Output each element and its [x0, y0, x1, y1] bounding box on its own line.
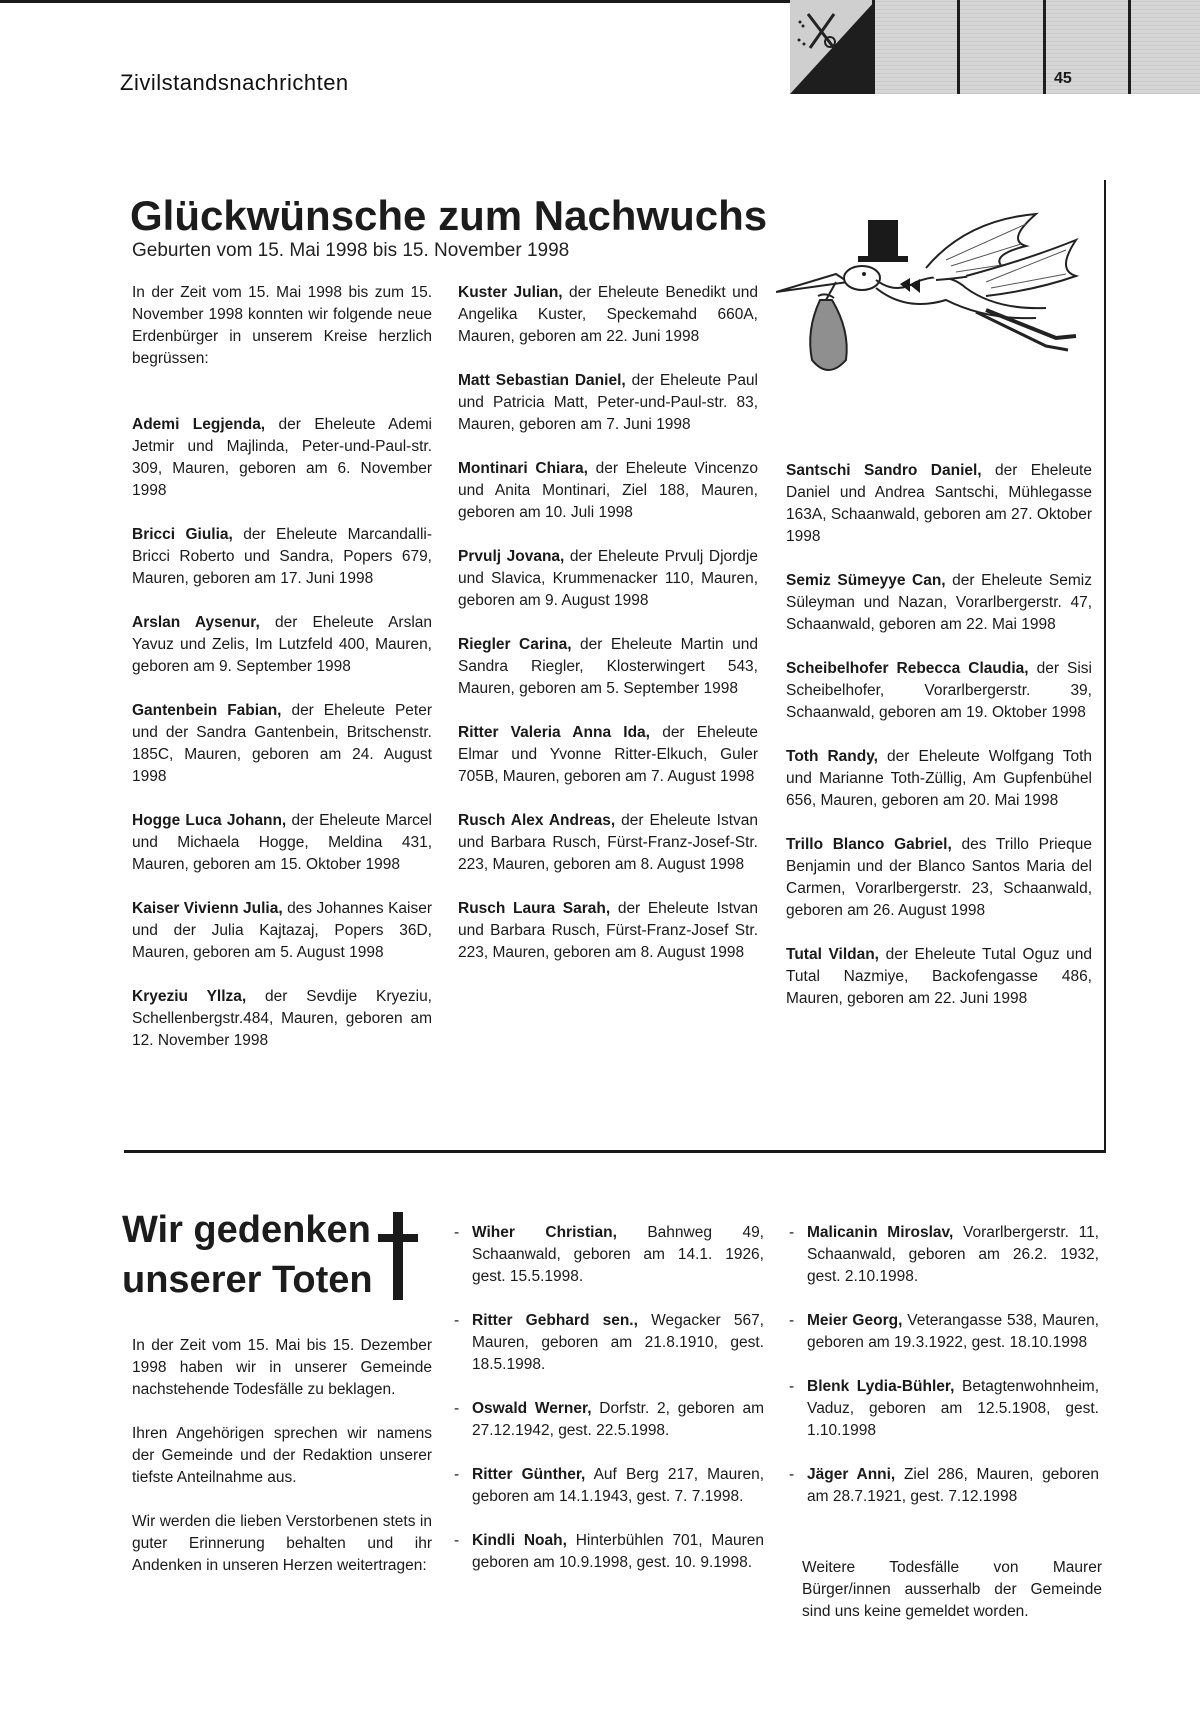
- entry-details: des Johannes Kaiser und der Julia Kajtazaj, Popers 36D, Mauren, geboren am 5. August 1998: [132, 900, 433, 961]
- entry-name: Ritter Gebhard sen.,: [472, 1312, 638, 1329]
- entry-details: der Eheleute Istvan und Barbara Rusch, Fürst-Franz-Josef-Str. 223, Mauren, geboren am 8. August 1998: [458, 812, 758, 873]
- deaths-intro: [132, 1335, 432, 1599]
- entry-details: der Eheleute Benedikt und Angelika Kuster, Speckemahd 660A, Mauren, geboren am 22. Juni 1998: [458, 284, 759, 345]
- birth-entry: [132, 524, 432, 590]
- entry-details: der Eheleute Elmar und Yvonne Ritter-Elkuch, Guler 705B, Mauren, geboren am 7. August 1998: [458, 724, 758, 785]
- entry-details: der Eheleute Daniel und Andrea Santschi, Mühlegasse 163A, Schaanwald, geboren am 27. Oktober 1998: [786, 462, 1092, 545]
- births-intro: In der Zeit vom 15. Mai 1998 bis zum 15. November 1998 konnten wir folgende neue Erdenbürger in unserem Kreise herzlich begrüssen:: [132, 284, 432, 367]
- death-entry: [454, 1464, 764, 1508]
- stork-illustration: [776, 200, 1086, 390]
- entry-details: der Eheleute Ademi Jetmir und Majlinda, Peter-und-Paul-str. 309, Mauren, geboren am 6. November 1998: [132, 416, 432, 499]
- entry-details: der Eheleute Istvan und Barbara Rusch, Fürst-Franz-Josef Str. 223, Mauren, geboren am 8. August 1998: [458, 900, 758, 961]
- entry-name: Toth Randy,: [786, 748, 878, 765]
- entry-details: der Eheleute Semiz Süleyman und Nazan, Vorarlbergerstr. 47, Schaanwald, geboren am 22. Mai 1998: [786, 572, 1092, 633]
- birth-entry: [786, 570, 1092, 636]
- birth-entry: [132, 986, 432, 1052]
- birth-entry: [132, 612, 432, 678]
- list-dash: -: [454, 1466, 460, 1483]
- entry-details: der Eheleute Vincenzo und Anita Montinari, Ziel 188, Mauren, geboren am 10. Juli 1998: [458, 460, 758, 521]
- birth-entry: [786, 834, 1092, 922]
- births-subtitle: Geburten vom 15. Mai 1998 bis 15. November 1998: [132, 240, 570, 261]
- deaths-intro-paragraph: Ihren Angehörigen sprechen wir namens der Gemeinde und der Redaktion unserer tiefste Anteilnahme aus.: [132, 1425, 432, 1486]
- list-dash: -: [789, 1224, 795, 1241]
- entry-details: der Eheleute Marcel und Michaela Hogge, Meldina 431, Mauren, geboren am 15. Oktober 1998: [132, 812, 432, 873]
- birth-entry: [132, 700, 432, 788]
- birth-entry: [132, 414, 432, 502]
- entry-name: Matt Sebastian Daniel,: [458, 372, 626, 389]
- list-dash: -: [789, 1312, 795, 1329]
- birth-entry: [786, 658, 1092, 724]
- entry-name: Wiher Christian,: [472, 1224, 617, 1241]
- entry-details: der Eheleute Arslan Yavuz und Zelis, Im Lutzfeld 400, Mauren, geboren am 9. September 1998: [132, 614, 433, 675]
- death-entry: [789, 1310, 1099, 1354]
- birth-entry: [786, 944, 1092, 1010]
- entry-details: Vorarlbergerstr. 11, Schaanwald, geboren am 26.2. 1932, gest. 2.10.1998.: [807, 1224, 1099, 1285]
- entry-details: der Eheleute Wolfgang Toth und Marianne Toth-Züllig, Am Gupfenbühel 656, Mauren, geboren am 20. Mai 1998: [786, 748, 1092, 809]
- death-entry: [454, 1310, 764, 1376]
- death-entry: [789, 1222, 1099, 1288]
- birth-entry: [458, 458, 758, 524]
- death-list-2: [789, 1222, 1099, 1508]
- entry-details: des Trillo Prieque Benjamin und der Blanco Santos Maria del Carmen, Vorarlbergerstr. 23, Schaanwald, geboren am 26. August 1998: [786, 836, 1092, 919]
- deaths-closing-note: Weitere Todesfälle von Maurer Bürger/innen ausserhalb der Gemeinde sind uns keine gemeldet worden.: [802, 1559, 1102, 1620]
- birth-list-2: [458, 282, 758, 964]
- deaths-column-2: [789, 1222, 1099, 1530]
- death-entry: [454, 1222, 764, 1288]
- entry-name: Jäger Anni,: [807, 1466, 896, 1483]
- community-crest-box: [790, 0, 875, 94]
- entry-name: Malicanin Miroslav,: [807, 1224, 954, 1241]
- page-number: 45: [1054, 70, 1072, 87]
- entry-name: Kindli Noah,: [472, 1532, 567, 1549]
- deaths-title-line-1: Wir gedenken: [122, 1209, 371, 1251]
- entry-name: Gantenbein Fabian,: [132, 702, 282, 719]
- header-tab-box: [1131, 0, 1200, 94]
- entry-name: Ritter Valeria Anna Ida,: [458, 724, 650, 741]
- crest-icon: [790, 0, 876, 94]
- header-tab-box: [875, 0, 960, 94]
- birth-entry: [458, 370, 758, 436]
- cross-icon: [378, 1212, 418, 1300]
- list-dash: -: [454, 1224, 460, 1241]
- list-dash: -: [454, 1400, 460, 1417]
- entry-details: Wegacker 567, Mauren, geboren am 21.8.1910, gest. 18.5.1998.: [472, 1312, 764, 1373]
- entry-name: Rusch Alex Andreas,: [458, 812, 616, 829]
- entry-details: der Sevdije Kryeziu, Schellenbergstr.484, Mauren, geboren am 12. November 1998: [132, 988, 432, 1049]
- births-column-3: [786, 460, 1092, 1032]
- entry-name: Bricci Giulia,: [132, 526, 233, 543]
- death-entry: [789, 1376, 1099, 1442]
- deaths-column-1: [454, 1222, 764, 1596]
- entry-details: Veterangasse 538, Mauren, geboren am 19.3.1922, gest. 18.10.1998: [807, 1312, 1099, 1351]
- entry-name: Tutal Vildan,: [786, 946, 879, 963]
- entry-name: Riegler Carina,: [458, 636, 572, 653]
- deaths-intro-paragraph: Wir werden die lieben Verstorbenen stets in guter Erinnerung behalten und ihr Andenken in unseren Herzen weitertragen:: [132, 1513, 432, 1574]
- entry-details: der Eheleute Tutal Oguz und Tutal Nazmiye, Backofengasse 486, Mauren, geboren am 22. Juni 1998: [786, 946, 1093, 1007]
- entry-name: Scheibelhofer Rebecca Claudia,: [786, 660, 1029, 677]
- entry-details: Auf Berg 217, Mauren, geboren am 14.1.1943, gest. 7. 7.1998.: [472, 1466, 764, 1505]
- birth-entry: [458, 546, 758, 612]
- entry-name: Blenk Lydia-Bühler,: [807, 1378, 955, 1395]
- entry-name: Rusch Laura Sarah,: [458, 900, 611, 917]
- entry-details: der Eheleute Martin und Sandra Riegler, Klosterwingert 543, Mauren, geboren am 5. September 1998: [458, 636, 758, 697]
- entry-name: Montinari Chiara,: [458, 460, 588, 477]
- birth-list-1: [132, 414, 432, 1052]
- births-column-1: [132, 282, 432, 1074]
- death-entry: [454, 1398, 764, 1442]
- entry-details: der Eheleute Prvulj Djordje und Slavica, Krummenacker 110, Mauren, geboren am 9. August 1998: [458, 548, 758, 609]
- header-tab-box: [960, 0, 1045, 94]
- entry-details: der Eheleute Paul und Patricia Matt, Peter-und-Paul-str. 83, Mauren, geboren am 7. Juni 1998: [458, 372, 759, 433]
- birth-entry: [458, 722, 758, 788]
- birth-entry: [132, 810, 432, 876]
- list-dash: -: [789, 1466, 795, 1483]
- entry-details: Dorfstr. 2, geboren am 27.12.1942, gest. 22.5.1998.: [472, 1400, 764, 1439]
- entry-name: Ritter Günther,: [472, 1466, 586, 1483]
- deaths-intro-paragraph: In der Zeit vom 15. Mai bis 15. Dezember 1998 haben wir in unserer Gemeinde nachstehende Todesfälle zu beklagen.: [132, 1337, 432, 1398]
- entry-details: Bahnweg 49, Schaanwald, geboren am 14.1. 1926, gest. 15.5.1998.: [472, 1224, 764, 1285]
- births-title: Glückwünsche zum Nachwuchs: [130, 192, 768, 239]
- entry-name: Trillo Blanco Gabriel,: [786, 836, 952, 853]
- entry-name: Kryeziu Yllza,: [132, 988, 247, 1005]
- entry-name: Ademi Legjenda,: [132, 416, 266, 433]
- birth-list-3: [786, 460, 1092, 1010]
- list-dash: -: [454, 1532, 460, 1549]
- birth-entry: [458, 634, 758, 700]
- birth-entry: [786, 746, 1092, 812]
- birth-entry: [132, 898, 432, 964]
- death-entry: [789, 1464, 1099, 1508]
- entry-details: Ziel 286, Mauren, geboren am 28.7.1921, gest. 7.12.1998: [807, 1466, 1099, 1505]
- entry-name: Oswald Werner,: [472, 1400, 592, 1417]
- death-list-1: [454, 1222, 764, 1574]
- entry-name: Arslan Aysenur,: [132, 614, 260, 631]
- birth-entry: [458, 282, 758, 348]
- header-tab-boxes: [790, 0, 1200, 94]
- birth-entry: [786, 460, 1092, 548]
- list-dash: -: [789, 1378, 795, 1395]
- death-entry: [454, 1530, 764, 1574]
- birth-entry: [458, 898, 758, 964]
- births-column-2: [458, 282, 758, 986]
- entry-name: Prvulj Jovana,: [458, 548, 565, 565]
- deaths-title: [122, 1205, 373, 1305]
- entry-details: der Sisi Scheibelhofer, Vorarlbergerstr. 39, Schaanwald, geboren am 19. Oktober 1998: [786, 660, 1092, 721]
- deaths-title-line-2: unserer Toten: [122, 1259, 373, 1301]
- entry-details: Betagtenwohnheim, Vaduz, geboren am 12.5.1908, gest. 1.10.1998: [807, 1378, 1099, 1439]
- entry-details: der Eheleute Peter und der Sandra Gantenbein, Britschenstr. 185C, Mauren, geboren am 24. August 1998: [132, 702, 433, 785]
- birth-entry: [458, 810, 758, 876]
- entry-name: Kuster Julian,: [458, 284, 563, 301]
- entry-name: Meier Georg,: [807, 1312, 903, 1329]
- section-title: Zivilstandsnachrichten: [120, 70, 349, 95]
- entry-name: Kaiser Vivienn Julia,: [132, 900, 283, 917]
- list-dash: -: [454, 1312, 460, 1329]
- entry-name: Semiz Sümeyye Can,: [786, 572, 946, 589]
- entry-name: Santschi Sandro Daniel,: [786, 462, 982, 479]
- entry-details: der Eheleute Marcandalli-Bricci Roberto und Sandra, Popers 679, Mauren, geboren am 17. Juni 1998: [132, 526, 432, 587]
- entry-name: Hogge Luca Johann,: [132, 812, 287, 829]
- entry-details: Hinterbühlen 701, Mauren geboren am 10.9.1998, gest. 10. 9.1998.: [472, 1532, 764, 1571]
